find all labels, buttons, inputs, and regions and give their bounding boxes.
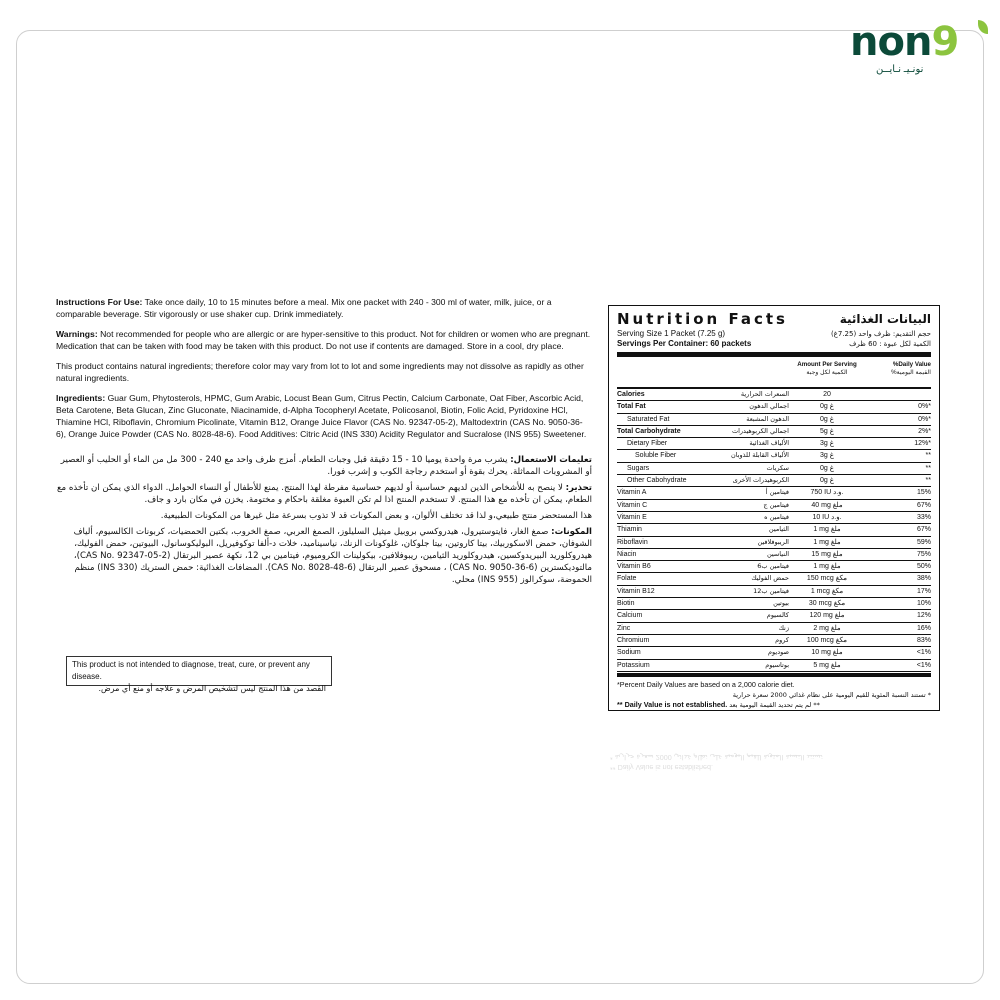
nutrient-row — [617, 475, 931, 487]
nutrient-dv: 67% — [916, 501, 931, 509]
nutrient-name: Vitamin B12 — [617, 587, 655, 595]
nutrition-footnotes — [617, 677, 931, 710]
nutrient-label — [617, 463, 795, 474]
nutrient-name-ar: الدهون المشبعة — [746, 414, 789, 423]
nutrient-label — [617, 475, 795, 486]
nutrient-name: Vitamin A — [617, 489, 647, 497]
nutrient-amount: 30 mcg مكغ — [808, 600, 846, 608]
brand-logo — [850, 20, 990, 80]
nutrient-dv: ** — [925, 464, 931, 472]
ingredients-label: Ingredients: — [56, 393, 106, 403]
nutrient-row — [617, 647, 931, 659]
nutrient-dv: 75% — [916, 550, 931, 558]
nutrient-label — [617, 450, 795, 461]
nutrient-dv: 12% — [916, 612, 931, 620]
logo-word-right: 9 — [931, 19, 959, 65]
warning-paragraph-ar — [56, 482, 592, 506]
nutrient-dv: 12%* — [914, 440, 931, 448]
nutrient-label — [617, 500, 795, 511]
nutrient-name: Other Cabohydrate — [627, 477, 687, 485]
nutrient-name-ar: النياسين — [766, 549, 789, 558]
nutrient-label — [617, 573, 795, 584]
nutrient-name: Folate — [617, 575, 637, 583]
instructions-paragraph — [56, 296, 592, 320]
nutrient-row — [617, 623, 931, 635]
nutrient-row — [617, 635, 931, 647]
warnings-label: Warnings: — [56, 329, 98, 339]
logo-wordmark — [850, 20, 958, 64]
nutrient-label — [617, 598, 795, 609]
nutrient-name-ar: حمض الفوليك — [751, 574, 789, 583]
nutrient-row — [617, 660, 931, 672]
nutrient-row — [617, 438, 931, 450]
nutrient-name: Sodium — [617, 649, 641, 657]
nutrient-name: Dietary Fiber — [627, 440, 668, 448]
nutrient-amount: 5 mg ملغ — [813, 661, 841, 669]
dv-header — [859, 357, 931, 387]
ingredients-text: Guar Gum, Phytosterols, HPMC, Gum Arabic, Locust Bean Gum, Citrus Pectin, Calcium Carbonate, Oat Fiber, Ascorbic Acid, Beta Carotene, Beta Glucan, Zinc Gluconate, Niacinamide, d-Alpha Tocopheryl Acetate, Policosanol, Biotin, Folic Acid, Pyridoxine HCl, Thiamine HCl, Riboflavin, Chromium Picolinate, Vitamin B12, Orange Juice Flavor (CAS No. 92347-05-2), Maltodextrin (CAS No. 9050-36-6), Orange Juice Powder (CAS No. 8028-48-6). Food Additives: Citric Acid (INS 330) Acidity Regulator and Sucralose (INS 955) Sweetener. — [56, 393, 587, 439]
nutrient-dv: 2%* — [918, 427, 931, 435]
leaf-icon — [978, 20, 988, 34]
nutrient-amount: 10 mg ملغ — [811, 649, 843, 657]
instructions-text: Take once daily, 10 to 15 minutes before a meal. Mix one packet with 240 - 300 ml of water, milk, juice, or a comparable beverage. Stir vigorously or use shaker cup. Drink immediately. — [56, 297, 552, 319]
nutrient-amount: 2 mg ملغ — [813, 624, 841, 632]
nutrient-dv: 67% — [916, 526, 931, 534]
nutrient-row — [617, 512, 931, 524]
footnote-not-established-ar: لم يتم تحديد القيمة اليومية بعد ** — [729, 700, 820, 709]
nutrient-row — [617, 549, 931, 561]
serving-size: Serving Size 1 Packet (7.25 g) — [617, 329, 726, 338]
nutrient-row — [617, 426, 931, 438]
reflection-footnote-ar: * تستند النسبة المئوية للقيم اليومية على نظام غذائي 2000 سعرة حرارية — [610, 753, 823, 762]
nutrient-dv — [859, 389, 931, 400]
nutrient-name-ar: بوتاسيوم — [765, 660, 789, 669]
dv-header-en: %Daily Value — [892, 361, 931, 368]
nutrient-dv: <1% — [916, 649, 931, 657]
nutrient-label — [617, 401, 795, 412]
nutrient-label — [617, 586, 795, 597]
nutrient-amount: 150 mcg مكغ — [806, 575, 848, 583]
nutrient-row — [617, 586, 931, 598]
serving-size-row — [617, 329, 931, 339]
logo-subtitle: نونـيـ نـايــن — [876, 64, 924, 75]
nutrient-label — [617, 389, 795, 400]
nutrient-name-ar: اجمالي الدهون — [749, 402, 789, 411]
nutrient-dv: 59% — [916, 538, 931, 546]
nutrient-name-ar: فيتامين ب12 — [753, 586, 789, 595]
nutrient-name: Thiamin — [617, 526, 642, 534]
nutrient-row — [617, 573, 931, 585]
nutrient-dv: 0%* — [918, 403, 931, 411]
warnings-paragraph — [56, 328, 592, 352]
nutrient-amount: 5g غ — [820, 427, 834, 435]
nutrient-name: Total Carbohydrate — [617, 427, 681, 435]
nutrient-row — [617, 401, 931, 413]
nutrient-name-ar: بيوتين — [773, 599, 789, 608]
arabic-label-text — [56, 454, 592, 590]
nutrient-label — [617, 537, 795, 548]
nutrient-row — [617, 389, 931, 401]
nutrient-amount: 40 mg ملغ — [811, 501, 843, 509]
nutrient-row — [617, 463, 931, 475]
nutrient-name: Total Fat — [617, 403, 646, 411]
nutrient-name-ar: زنك — [778, 623, 789, 632]
nutrient-label — [617, 549, 795, 560]
natural-paragraph: This product contains natural ingredients; therefore color may vary from lot to lot and some ingredients may not dissolve as rapidly as other natural ingredients. — [56, 361, 584, 383]
nutrient-amount: 100 mcg مكغ — [806, 636, 848, 644]
nutrient-dv: 38% — [916, 575, 931, 583]
nutrient-dv: 17% — [916, 587, 931, 595]
nutrient-name-ar: كروم — [775, 635, 789, 644]
warnings-text: Not recommended for people who are allergic or are hyper-sensitive to this product. Not for children or women who are pregnant. Medication that can be taken with food may be taken with this product. Do not use if contents are damaged. Store in a cool, dry place. — [56, 329, 591, 351]
nutrient-name-ar: الريبوفلافين — [757, 537, 789, 546]
amount-header-en: Amount Per Serving — [797, 361, 857, 368]
nutrient-dv: ** — [925, 477, 931, 485]
nutrient-label — [617, 635, 795, 646]
footnote-dv: *Percent Daily Values are based on a 2,000 calorie diet. — [617, 679, 795, 689]
nutrient-amount: 20 — [823, 391, 831, 398]
nutrient-dv: 83% — [916, 636, 931, 644]
disclaimer-en: This product is not intended to diagnose, treat, cure, or prevent any disease. — [72, 660, 310, 681]
nutrient-name: Sugars — [627, 464, 650, 472]
nutrient-name: Calcium — [617, 612, 643, 620]
servings-per-ar: الكمية لكل عبوة : 60 ظرف — [849, 340, 931, 348]
nutrient-name-ar: صوديوم — [768, 648, 789, 657]
nutrient-amount: 0g غ — [820, 403, 834, 411]
warning-text-ar: لا ينصح به للأشخاص الذين لديهم حساسية أو لديهم حساسية مفرطة لهذا المنتج. يمنع للأطفال أو النساء الحوامل. الدواء الذي يمكن ان تأخذه مع الطعام، يمكن ان تأخذه مع هذا المنتج. لا تستخدم المنتج اذا لم تكن العبوة مغلقة باحكام و مختومة. يخزن في مكان بارد و جاف. — [56, 483, 592, 505]
ingredients-text-ar: صمغ الغار، فايتوستيرول، هيدروكسي بروبيل ميثيل السليلوز، الصمغ العربي، صمغ الخروب، بكتين الحمضيات، كربونات الكالسيوم، ألياف الشوفان، حمض الاسكوربيك، بيتا كاروتين، بيتا جلوكان، غلوكونات الزنك، نياسيناميد، خلات د-ألفا توكوفيريل، البوليكوسانول، البيوتين، حمض الفوليك، هيدروكلوريد البيريدوكسين، هيدروكلوريد الثيامين، ريبوفلافين، بيكولينات الكروميوم، فيتامين بي 12، نكهة عصير البرتقال (CAS No. 92347-05-2)، مالتوديكسترين (CAS No. 9050-36-6) ، مسحوق عصير البرتقال (CAS No. 8028-48-6). المضافات الغذائية: حمض الستريك (INS 330) منظم الحموضة، سوكرالوز (INS 955) محلي. — [73, 527, 592, 585]
logo-word-left: non — [850, 19, 932, 65]
nutrient-name: Saturated Fat — [627, 415, 670, 423]
nutrient-name-ar: اجمالي الكربوهيدرات — [731, 426, 789, 435]
nutrient-name-ar: سكريات — [766, 463, 789, 472]
nutrient-name-ar: الألياف الغذائية — [749, 439, 789, 448]
amount-header — [795, 357, 859, 387]
nutrient-name-ar: فيتامين ج — [763, 500, 789, 509]
serving-size-ar: حجم التقديم: ظرف واحد (7.25غ) — [830, 330, 931, 338]
nutrient-name-ar: الثيامين — [768, 525, 789, 534]
nutrient-row — [617, 610, 931, 622]
nutrient-row — [617, 414, 931, 426]
footnote-not-established-en: ** Daily Value is not established. — [617, 699, 728, 709]
nutrient-row — [617, 487, 931, 499]
nutrient-amount: 0g غ — [820, 477, 834, 485]
nutrient-rows — [617, 389, 931, 672]
warning-label-ar: تحذير: — [565, 483, 592, 493]
nutrient-amount: 0g غ — [820, 415, 834, 423]
amount-header-ar: الكمية لكل وجبة — [806, 369, 848, 376]
instructions-text-ar: يشرب مرة واحدة يوميا 10 - 15 دقيقة قبل وجبات الطعام. أمزج ظرف واحد مع 240 - 300 مل من الماء أو الحليب أو العصير أو المشروبات المماثلة. يحرك بقوة أو استخدم رجاجة الكوب و إشرب فورا. — [60, 455, 592, 477]
instructions-paragraph-ar — [56, 454, 592, 478]
nutrient-amount: 3g غ — [820, 440, 834, 448]
footnote-dv-ar: * تستند النسبة المئوية للقيم اليومية على نظام غذائي 2000 سعرة حرارية — [732, 690, 931, 699]
nutrient-name: Chromium — [617, 636, 650, 644]
instructions-label: Instructions For Use: — [56, 297, 143, 307]
servings-per: Servings Per Container: 60 packets — [617, 339, 752, 348]
nutrient-name-ar: السعرات الحرارية — [740, 390, 789, 398]
nutrient-amount: 1 mcg مكغ — [810, 587, 844, 595]
nutrient-label — [617, 487, 795, 498]
nutrient-amount: 1 mg ملغ — [813, 538, 841, 546]
nutrient-dv: 10% — [916, 600, 931, 608]
nutrient-name: Potassium — [617, 661, 650, 669]
nutrition-header — [617, 309, 931, 329]
disclaimer-box — [66, 656, 332, 693]
ingredients-label-ar: المكونات: — [551, 527, 592, 537]
nutrient-name: Soluble Fiber — [635, 452, 677, 460]
nutrient-name: Niacin — [617, 550, 637, 558]
nutrient-label — [617, 561, 795, 572]
nutrient-label — [617, 438, 795, 449]
nutrient-row — [617, 500, 931, 512]
nutrient-name: Biotin — [617, 600, 635, 608]
nutrient-name: Calories — [617, 391, 645, 398]
nutrient-name: Vitamin C — [617, 501, 648, 509]
nutrition-title: Nutrition Facts — [617, 310, 788, 328]
nutrient-row — [617, 524, 931, 536]
nutrient-name-ar: فيتامين ب6 — [757, 562, 789, 571]
english-label-text — [56, 296, 592, 448]
nutrient-row — [617, 537, 931, 549]
nutrient-name-ar: فيتامين أ — [765, 488, 789, 497]
nutrient-amount: 1 mg ملغ — [813, 563, 841, 571]
nutrient-label — [617, 414, 795, 425]
nutrient-name: Riboflavin — [617, 538, 648, 546]
nutrient-name-ar: كالسيوم — [766, 611, 789, 620]
nutrient-dv: <1% — [916, 661, 931, 669]
nutrient-name: Zinc — [617, 624, 631, 632]
nutrient-name-ar: فيتامين ه — [764, 512, 789, 521]
servings-per-row — [617, 339, 931, 349]
panel-reflection — [610, 742, 940, 772]
nutrient-label — [617, 623, 795, 634]
instructions-label-ar: تعليمات الاستعمال: — [510, 455, 592, 465]
nutrient-amount: 10 IU و.د. — [812, 513, 842, 521]
nutrient-name-ar: الكربوهيدرات الأخرى — [732, 476, 789, 485]
nutrient-label — [617, 512, 795, 523]
nutrient-label — [617, 524, 795, 535]
nutrient-dv: 33% — [916, 513, 931, 521]
nutrient-name: Vitamin E — [617, 513, 647, 521]
nutrient-dv: ** — [925, 452, 931, 460]
nutrient-label — [617, 647, 795, 658]
nutrient-dv: 0%* — [918, 415, 931, 423]
column-header — [617, 357, 931, 389]
nutrient-row — [617, 561, 931, 573]
nutrient-name-ar: الألياف القابلة للذوبان — [730, 451, 789, 460]
nutrient-label — [617, 426, 795, 437]
nutrient-label — [617, 660, 795, 671]
nutrient-dv: 15% — [916, 489, 931, 497]
footnote-not-established — [617, 700, 931, 710]
nutrient-dv: 16% — [916, 624, 931, 632]
ingredients-paragraph-ar — [56, 526, 592, 586]
reflection-footnote: ** Daily Value is not established. — [610, 763, 713, 772]
ingredients-paragraph — [56, 392, 592, 440]
nutrient-label — [617, 610, 795, 621]
nutrient-amount: 1 mg ملغ — [813, 526, 841, 534]
nutrient-amount: 15 mg ملغ — [811, 550, 843, 558]
nutrient-row — [617, 450, 931, 462]
nutrient-amount: 120 mg ملغ — [809, 612, 845, 620]
nutrient-amount: 750 IU و.د. — [810, 489, 844, 497]
nutrient-row — [617, 598, 931, 610]
nutrient-name: Vitamin B6 — [617, 563, 651, 571]
dv-header-ar: %القيمة اليومية — [891, 369, 931, 376]
natural-paragraph-ar: هذا المستحضر منتج طبيعي،و لذا قد تختلف الألوان، و بعض المكونات قد لا تذوب بسرعة مثل غيرها من المكونات الطبيعية. — [160, 511, 592, 521]
nutrient-amount: 3g غ — [820, 452, 834, 460]
disclaimer-ar: القصد من هذا المنتج ليس لتشخيص المرض و علاجه أو منع أي مرض. — [98, 684, 326, 693]
nutrition-facts-panel — [608, 305, 940, 711]
nutrition-title-ar: البيانات الغذائية — [839, 312, 931, 326]
nutrient-amount: 0g غ — [820, 464, 834, 472]
nutrient-dv: 50% — [916, 563, 931, 571]
